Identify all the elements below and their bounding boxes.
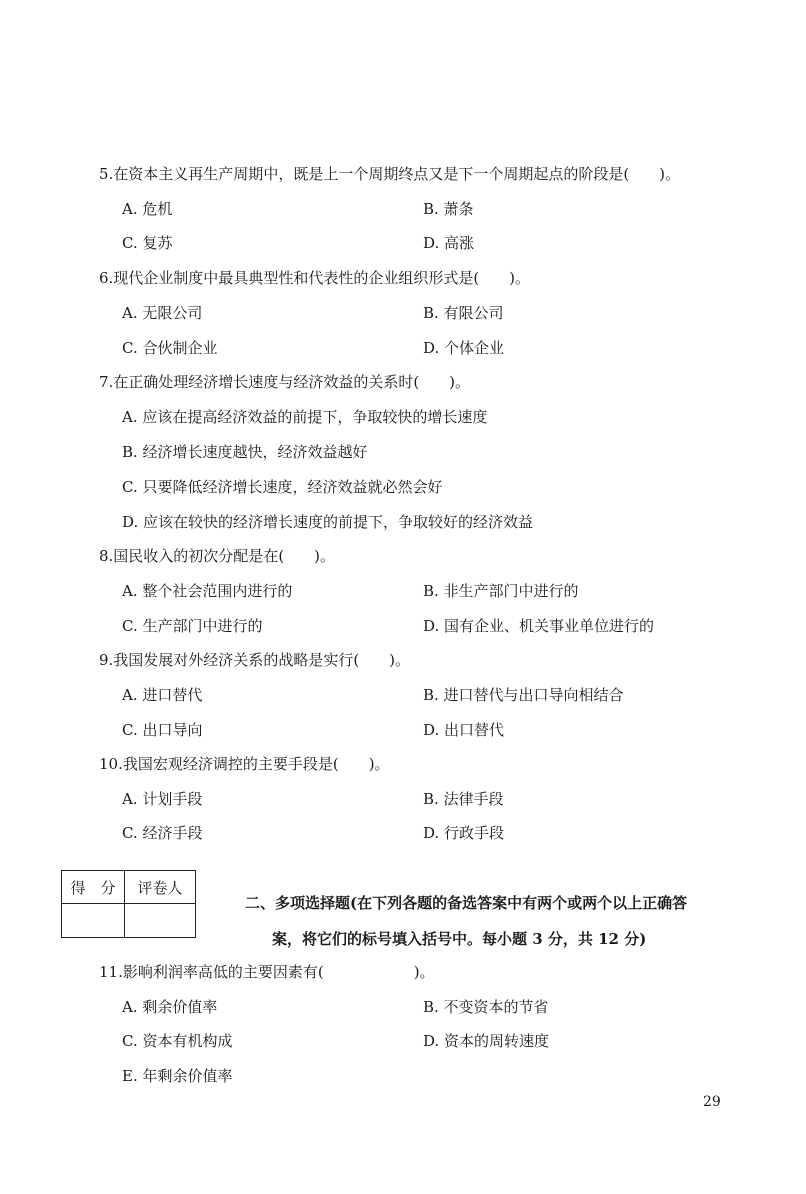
section-2-title-line1: 二、多项选择题(在下列各题的备选答案中有两个或两个以上正确答	[245, 894, 688, 912]
question-8-option-a: A. 整个社会范围内进行的	[122, 582, 293, 600]
question-10-option-c: C. 经济手段	[122, 824, 203, 842]
question-9-option-d: D. 出口替代	[423, 721, 505, 739]
question-9-option-b: B. 进口替代与出口导向相结合	[423, 686, 624, 704]
grader-cell[interactable]	[125, 904, 196, 938]
question-8-stem: 8.国民收入的初次分配是在( )。	[99, 547, 336, 565]
score-label: 得 分	[62, 871, 125, 904]
question-11-stem: 11.影响利润率高低的主要因素有( )。	[99, 963, 435, 981]
question-5-option-d: D. 高涨	[423, 234, 475, 252]
question-6-option-a: A. 无限公司	[122, 304, 203, 322]
question-8-option-c: C. 生产部门中进行的	[122, 617, 263, 635]
question-5-stem: 5.在资本主义再生产周期中，既是上一个周期终点又是下一个周期起点的阶段是( )。	[99, 165, 681, 183]
question-7-option-d: D. 应该在较快的经济增长速度的前提下，争取较好的经济效益	[122, 513, 534, 531]
question-6-stem: 6.现代企业制度中最具典型性和代表性的企业组织形式是( )。	[99, 269, 531, 287]
question-5-option-c: C. 复苏	[122, 234, 173, 252]
question-10-stem: 10.我国宏观经济调控的主要手段是( )。	[99, 755, 390, 773]
question-6-option-c: C. 合伙制企业	[122, 339, 218, 357]
page-number: 29	[703, 1094, 721, 1110]
question-8-option-d: D. 国有企业、机关事业单位进行的	[423, 617, 655, 635]
question-11-option-e: E. 年剩余价值率	[122, 1067, 233, 1085]
question-6-option-d: D. 个体企业	[423, 339, 505, 357]
question-7-option-a: A. 应该在提高经济效益的前提下，争取较快的增长速度	[122, 408, 488, 426]
section-2-title-line2: 案，将它们的标号填入括号中。每小题 3 分，共 12 分)	[272, 930, 647, 948]
score-cell[interactable]	[62, 904, 125, 938]
question-5-option-b: B. 萧条	[423, 200, 474, 218]
question-11-option-d: D. 资本的周转速度	[423, 1032, 550, 1050]
question-10-option-b: B. 法律手段	[423, 790, 504, 808]
question-11-option-c: C. 资本有机构成	[122, 1032, 233, 1050]
question-9-stem: 9.我国发展对外经济关系的战略是实行( )。	[99, 651, 411, 669]
question-11-option-a: A. 剩余价值率	[122, 998, 218, 1016]
question-6-option-b: B. 有限公司	[423, 304, 504, 322]
question-7-option-c: C. 只要降低经济增长速度，经济效益就必然会好	[122, 478, 443, 496]
question-5-option-a: A. 危机	[122, 200, 173, 218]
question-7-stem: 7.在正确处理经济增长速度与经济效益的关系时( )。	[99, 373, 471, 391]
question-10-option-a: A. 计划手段	[122, 790, 203, 808]
question-9-option-c: C. 出口导向	[122, 721, 203, 739]
question-11-option-b: B. 不变资本的节省	[423, 998, 549, 1016]
question-8-option-b: B. 非生产部门中进行的	[423, 582, 579, 600]
grader-label: 评卷人	[125, 871, 196, 904]
question-7-option-b: B. 经济增长速度越快，经济效益越好	[122, 443, 368, 461]
question-10-option-d: D. 行政手段	[423, 824, 505, 842]
question-9-option-a: A. 进口替代	[122, 686, 203, 704]
score-table	[61, 870, 196, 938]
